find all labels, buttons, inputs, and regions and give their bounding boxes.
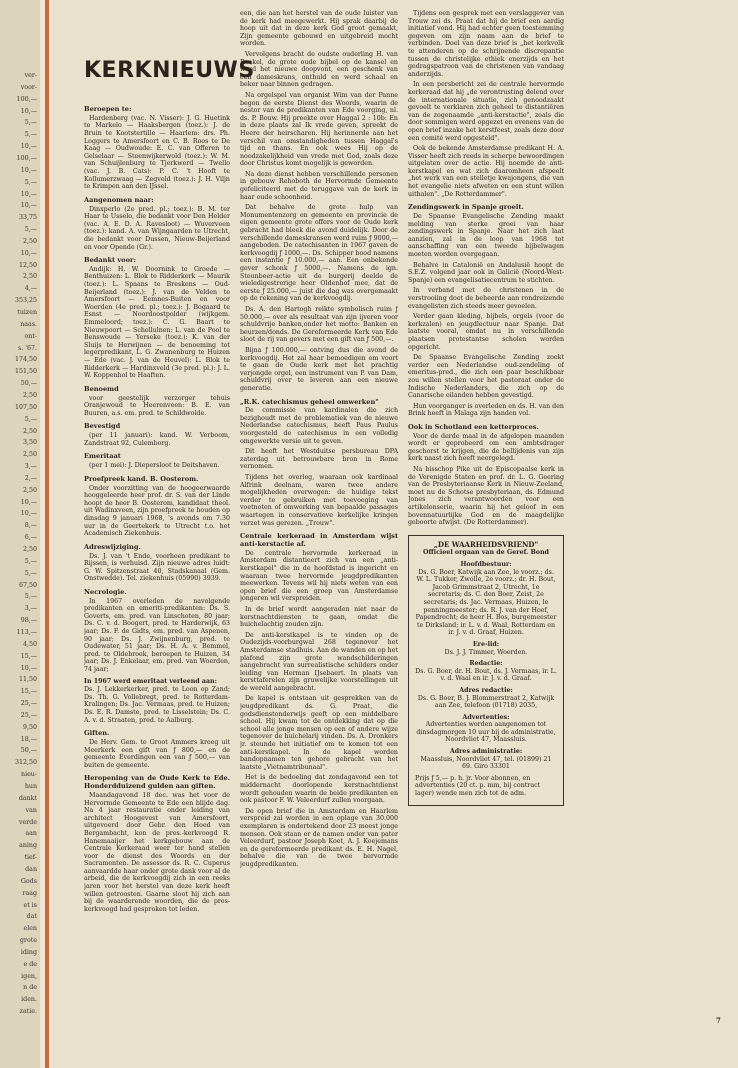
strip-fragment: 18,— (20, 735, 37, 743)
previous-page-strip (0, 0, 40, 1068)
text-giften: De Herv. Gem. te Groot Ammers kreeg uit Meerkerk een gift van ƒ 800,— en de gemeente Everdingen een van ƒ 500,— van buiten de gemeente. (84, 738, 230, 769)
strip-fragment: 50,— (20, 380, 37, 388)
strip-fragment: 25,— (20, 700, 37, 708)
strip-fragment: 2,50 (22, 237, 37, 245)
strip-fragment: 15,— (20, 688, 37, 696)
strip-fragment: naas. (20, 320, 37, 328)
heading-bevestigd: Bevestigd (84, 422, 121, 431)
text-anti-kerst-1: Tijdens een gesprek met een verslaggever van Trouw zei ds. Praat dat hij de brief een aardig initiatief vond. Hij had echter geen toestemming gegeven om zijn naam aan de brief te verbinden. Doel van deze brief is „het kerkvolk te attenderen op de schrijnende discrepantie tussen de christelijke ethiek enerzijds en het gedragspatroon van de christenen van vandaag anderzijds. (408, 10, 564, 78)
strip-fragment: tuizen (17, 309, 37, 316)
strip-fragment: 4,— (24, 285, 37, 293)
strip-fragment: 2,50 (22, 451, 37, 459)
strip-fragment: 113,— (16, 628, 37, 636)
heading-zending-spanje: Zendingswerk in Spanje groeit. (408, 203, 524, 212)
heading-heropening: Heropening van de Oude Kerk te Ede. Honderdduizend gulden aan giften. (84, 774, 230, 791)
strip-fragment: 3,— (24, 605, 37, 613)
heading-administratie: Adres administratie: (449, 748, 523, 756)
strip-fragment: 353,25 (14, 297, 37, 305)
heading-benoemd: Benoemd (84, 384, 119, 393)
text-centrale-1: De centrale hervormde kerkeraad in Amsterdam distantieert zich van een „anti-kerstkapel" die in de hoofdstad is ingericht en waaraan twee hervormde jeugdpredikanten meewerken. Tevens wil hij niets weten van een open brief die een groep van Amsterdamse jongeren wil verspreiden. (240, 549, 398, 603)
text-advertenties: Advertenties worden aangenomen tot dinsdagmorgen 10 uur bij de administratie, Noordvliet 47, Maassluis. (416, 721, 556, 744)
text-ede-1: een, die aan het herstel van de oude luister van de kerk had meegewerkt. Hij sprak daarbij de hoop uit dat in deze kerk God groot gemaakt, Zijn gemeente gebouwd en uitgebreid mocht worden. (240, 10, 398, 48)
binding-edge (45, 0, 49, 1068)
strip-fragment: zatie. (19, 1008, 37, 1016)
strip-fragment: 10,— (20, 202, 37, 210)
strip-fragment: e de (23, 960, 37, 968)
strip-fragment: 100,— (16, 154, 37, 162)
strip-fragment: 50,— (20, 747, 37, 755)
text-centrale-5: Het is de bedoeling dat zondagavond een tot middernacht doorlopende kerstnachtdienst wordt gehouden waarin de beide predikanten en ook pastoor F. W. Veleerdurf zullen voorgaan. (240, 774, 398, 805)
column-2 (240, 10, 398, 1010)
text-centrale-4: De kapel is ontstaan uit gesprekken van de jeugdpredikant ds. G. Praat, die godsdienstonderwijs geeft op een middelbare school. Hij kwam tot de ontdekking dat op die school alle jonge mensen op een of andere wijze tegenover de huichelarij vinden. Ds. A. Dronkers jr. steunde het initiatief om te komen tot een anti-kerstkapel. In de kapel worden bandopnamen ten gehore gebracht van het laatste „Vietnamtribunaal". (240, 695, 398, 771)
colophon-box (408, 535, 564, 806)
strip-fragment: 98,— (20, 617, 37, 625)
text-administratie: Maassluis, Noordvliet 47, tel. (01899) 21 69. Giro 33301 (420, 755, 552, 771)
strip-fragment: n de (23, 984, 37, 992)
text-zending-3: In verband met de christenen in de verstrooiing doet de beheerde aan rondreizende evangelisten zich steeds meer gevoelen. (408, 287, 564, 310)
strip-fragment: 5,— (24, 226, 37, 234)
strip-fragment: 10,— (20, 664, 37, 672)
text-zending-6: Hun voorganger is overleden en ds. H. van den Brink heeft in Malaga zijn handen vol. (408, 402, 564, 418)
strip-fragment: 2,50 (22, 391, 37, 399)
strip-fragment: 151,50 (14, 368, 37, 376)
strip-fragment: 10,— (20, 107, 37, 115)
text-bevestigd: (per 11 januari): kand. W. Verboom, Zandstraat 92, Culemborg. (84, 432, 230, 447)
text-anti-kerst-3: Ook de bekende Amsterdamse predikant H. A. Visser heeft zich reeds in scherpe bewoordingen uitgelaten over de actie. Hij noemde de anti-kerstkapel en wat zich daaromheen afspeelt „het werk van een stelletje kwajongens, die van het evangelie niets afweten en een stunt willen uithalen". „De Rotterdammer". (408, 145, 564, 198)
strip-fragment: 15,— (20, 652, 37, 660)
strip-fragment: verde (18, 818, 37, 826)
heading-redactie: Redactie: (469, 660, 503, 668)
heading-rk-catechismus: „R.K. catechismus geheel omwerken" (240, 397, 379, 406)
strip-fragment: 67,50 (18, 581, 37, 589)
strip-fragment: ver- (24, 72, 37, 79)
strip-fragment: 2,50 (22, 486, 37, 494)
heading-bedankt: Bedankt voor: (84, 256, 136, 265)
strip-fragment: 100,— (16, 95, 37, 103)
text-prijs: Prijs ƒ 5,— p. h. jr. Voor abonnen, en advertenties (20 ct. p. mm, bij contract lager) wende men zich tot de adm. (415, 774, 541, 798)
strip-fragment: dan (25, 865, 37, 873)
strip-fragment: dankt (18, 794, 37, 802)
strip-fragment: igen, (21, 972, 37, 980)
strip-fragment: iden. (21, 996, 37, 1004)
strip-fragment: 10,— (20, 143, 37, 151)
heading-erelid: Ere-lid: (472, 640, 500, 648)
heading-advertenties: Advertenties: (462, 713, 510, 721)
text-emeritaat-1967: Ds. J. Lekkerkerker, pred. te Loon op Zand; Ds. Th. G. Vollebregt, pred. te Rotterdam-Kralingen; Ds. Jac. Vermaas, pred. te Huizen; Ds. E. R. Damste, pred. te Lisselstein; Ds. C. A. v. d. Straaten, pred. te Aalburg. (84, 686, 230, 724)
text-zending-4: Verder gaan kleding, bijbels, orgels (voor de kerkzalen) en jeugdlectuur naar Spanje. Dat laatste vooral, omdat nu in verschillende plaatsen protestantse scholen worden opgericht. (408, 313, 564, 351)
strip-fragment: 25,— (20, 711, 37, 719)
text-benoemd: voor geestelijk verzorger tehuis Oranjewoud te Heerenveen: B. E. van Buuren, a.s. em. pred. te Schildwolde. (84, 394, 230, 417)
colophon-title: „DE WAARHEIDSVRIEND" (433, 539, 539, 549)
strip-fragment: 5,— (24, 557, 37, 565)
column-3 (408, 10, 564, 1010)
strip-fragment: 5,— (24, 415, 37, 423)
heading-necrologie: Necrologie. (84, 587, 127, 596)
strip-fragment: 11,50 (18, 676, 37, 684)
heading-centrale-kerkeraad: Centrale kerkeraad in Amsterdam wijst anti-kerstactie af. (240, 532, 398, 548)
strip-fragment: 2,50 (22, 273, 37, 281)
strip-fragment: Gods (20, 877, 37, 885)
strip-fragment: van (25, 806, 37, 814)
strip-fragment: 12,50 (18, 261, 37, 269)
strip-fragment: elen (23, 925, 37, 933)
column-1 (84, 100, 230, 1068)
text-schotland-2: Na bisschop Pike uit de Episcopaalse kerk in de Verenigde Staten en prof. dr. L. G. Geering van de Presbyteriaanse Kerk in Nieuw-Zeeland, moet nu de Schotse presbyteriaan, ds. Edmund Jones zich verantwoorden voor een artikelenserie, waarin hij het geloof in een bovennatuurlijke God en de maagdelijke geboorte afwijst. (De Rotterdammer). (408, 466, 564, 527)
text-zending-5: De Spaanse Evangelische Zending zoekt verder een Nederlandse oud-zendeling of emeritus-pred., die zich een paar beschikbaar zou willen stellen voor het pastoraat onder de Indische Nederlanders, die zich op de Canarische eilanden hebben gevestigd. (408, 354, 564, 400)
strip-fragment: 2,50 (22, 427, 37, 435)
text-proefpreek: Onder voorzitting van de hoogeerwaarde hooggeleerde heer prof. dr. S. van der Linde hoopt de heer B. Oosterom, kandidaat theol. uit Wadinxveen, zijn proefpreek te houden op dinsdag 9 januari 1968, 's avonds om 7.30 uur in de Geertekerk te Utrecht t.o. het Academisch Ziekenhuis. (84, 484, 230, 538)
strip-fragment: 2,50 (22, 546, 37, 553)
colophon-subtitle: Officieel orgaan van de Geref. Bond (423, 549, 549, 557)
strip-fragment: 10,— (20, 249, 37, 257)
strip-fragment: 10,— (20, 190, 37, 198)
strip-fragment: 33,75 (18, 214, 37, 222)
strip-fragment: aan (25, 830, 37, 838)
strip-fragment: dat (26, 913, 37, 921)
text-adres-redactie: Ds. G. Boer, B. J. Blommerstraat 2, Katwijk aan Zee, telefoon (01718) 2035, (417, 694, 555, 710)
strip-fragment: grote (19, 937, 37, 945)
heading-adreswijziging: Adreswijziging. (84, 542, 141, 551)
strip-fragment: 3,50 (22, 439, 37, 447)
text-zending-2: Behalve in Catalonië en Andalusië hoopt de S.E.Z. volgend jaar ook in Galicië (Noord-West-Spanje) een evangelisatiecentrum te stichten. (408, 261, 564, 284)
strip-fragment: 8,— (24, 522, 37, 530)
text-bedankt: Andijk: H. W. Doornink te Groede — Benthuizen: L. Blok te Ridderkerk — Maurik (toez.): L. Spaans te Breskens — Oud-Beijerland (toez.): J. van de Velden te Amersfoort — Eemnes-Buiten en voor Woerden (4e pred. pl.; toez.): J. Bogaard te Esnst — Noordoostpolder (wijkgem. Emmeloord; toez.): C. G. Baart te Nieuwpoort — Schellulnen: L. van de Pool te Benswoude — Yerseke (toez.): K. van der Sluijs te Herwijnen — de benoeming tot legerpredikant, L. G. Zwanenburg te Huizen — Ede (vac. J. van de Heuvel): L. Blok te Ridderkerk — Hardinxveld (3e pred. pl.): J. L. W. Koppenhol te Haaften. (84, 265, 230, 380)
strip-fragment: 5,— (24, 131, 37, 139)
strip-fragment: 2,— (24, 474, 37, 482)
strip-fragment: 10,— (20, 166, 37, 174)
text-heropening: Maandagavond 18 dec. was het voor de Hervormde Gemeente te Ede een blijde dag. Na 4 jaar restauratie onder leiding van architect Hoogevest van Amersfoort, uitgevoerd door Gebr. den Hoed van Bergambacht, kon de pres.-kerkvoogd R. Hanemaaijer het kerkgebouw aan de Centrale Kerkeraad weer ter hand stellen voor de dienst des Woords en der Sacramenten. De assessor ds. R. C. Cuperus aanvaardde haar onder grote dank voor al de arbeid, die de kerkvoogdij zich in een reeks jaren voor het herstel van deze kerk heeft willen getroosten. Gaarne sloot hij zich aan bij de waarderende woorden, die de pres-kerkvoogd had gesproken tot leden. (84, 791, 230, 913)
text-centrale-6: De open brief die in Amsterdam en Haarlem verspreid zal worden in een oplage van 30.000 exemplaren is ondertekend door 23 meest jonge mensen. Ook staan er de namen onder van pater Veleerdurf, pastoor Joseph Koet, A. J. Koejemans en de gereformeerde predikant ds. E. H. Nagel, behalve die van de twee hervormde jeugdpredikanten. (240, 807, 398, 868)
text-zending-1: De Spaanse Evangelische Zending maakt melding van sterke groei van haar zendingswerk in Spanje. Naar het zich laat aanzien, zal in de loop van 1968 tot aanschaffing van een tweede bijbelwagen moeten worden overgegaan. (408, 213, 564, 259)
text-aangenomen: Dinxperlo (2e pred. pl.; toez.): B. M. ter Haar te Usselo, die bedankt voor Den Helder (vac. A. E. D. A. Ravesloot) — Wuverveen (toez.): kand. A. van Wijngaarden te Utrecht, die bedankt voor Dussen, Nieuw-Beijerland en voor Opende (Gr.). (84, 205, 230, 251)
text-adreswijziging: Ds. J. van 't Ende, voorheen predikant te Rijssen, is verhuisd. Zijn nieuwe adres luidt: G. W. Spitzenstraat 40, Stadskanaal (Gem. Onstwedde). Tel. ziekenhuis (05990) 3939. (84, 552, 230, 583)
strip-fragment: s. '67. (18, 344, 37, 352)
strip-fragment: nieu- (21, 771, 37, 779)
heading-aangenomen: Aangenomen naar: (84, 195, 154, 204)
strip-fragment: aning (19, 842, 37, 850)
text-rk-3: Tijdens het overleg, waaraan ook kardinaal Alfrink deelnam, waren twee andere mogelijkheden overwogen: de huidige tekst verder te gebruiken met toevoeging van voetnoten of omwerking van bepaalde passages waartegen in conservatieve kerkelijke kringen verzet was gerezen. „Trouw". (240, 474, 398, 527)
text-emeritaat: (per 1 mei): J. Diepersloot te Deitshaven. (89, 462, 220, 470)
text-ede-7: Bijna ƒ 100.000,— ontving dus die avond de kerkvoogdij. Het zal haar bemoedigen om voort te gaan de Oude kerk met het prachtig verjongde orgel, een instrument van P. van Dam, schuldvrij over te leveren aan een nieuwe generatie. (240, 346, 398, 392)
heading-schotland: Ook in Schotland een ketterproces. (408, 422, 539, 431)
strip-fragment: 10,— (20, 510, 37, 518)
strip-fragment: hun (24, 783, 37, 790)
text-ede-5: Dat behalve de grote hulp van Monumentenzorg en gemeente en provincie de eigen gemeente grote offers voor de Oude kerk gebracht had bleek die avond duidelijk. Door de verschillende dameskransen werd ruim ƒ 9000,— aangeboden. De catechisanten in 1967 gaven de kerkvoogdij ƒ 1000,—. Ds. Schipper bood namens een instantie ƒ 10.000,— aan. Een onbekende gever schonk ƒ 5000,—. Namens de ign. Steunbeer-actie uit de burgerij deelde de wieledigestrerige heer Oldenhof mee, dat de eerste ƒ 25.000,— juist die dag was overgemaakt op de rekening van de kerkvoogdij. (240, 204, 398, 303)
text-redactie: Ds. G. Boer, dr. H. Bout, ds. J. Vermaas, ir. L. v. d. Waal en ir. J. v. d. Graaf. (415, 667, 557, 683)
text-anti-kerst-2: In een persbericht zei de centrale hervormde kerkeraad dat hij „de verontrusting delend over de internationale situatie, zich genoodzaakt gevoelt te verklaren zich geheel te distantiëren van de zogenaamde „anti-kerstactie", zoals die door sommigen werd opgezet en evenens van de open brief inzake het kerstfeest, zoals deze door een comité werd opgesteld". (408, 81, 564, 142)
heading-proefpreek: Proefpreek kand. B. Oosterom. (84, 474, 199, 483)
text-centrale-2: In de brief wordt aangeraden niet naar de kerstnachtdiensten te gaan, omdat die huichelachtig zouden zijn. (240, 605, 398, 629)
strip-fragment: 10,— (20, 498, 37, 506)
text-centrale-3: De anti-kerstkapel is te vinden op de Oudezijds-voorburgwal 268 tegenover het Amsterdamse stadhuis. Aan de wanden en op het plafond zijn grote wandschilderingen aangebracht van surrealistische schilders onder leiding van Herman IJsebaert. In plaats van kersttaferelen zijn gruwelijke voorstellingen uit de wereld aangebracht. (240, 631, 398, 692)
strip-fragment: voor- (20, 83, 37, 91)
text-schotland-1: Voor de derde maal in de afgelopen maanden wordt er geprobeerd om een ambtsdrager geschorst te krijgen, die de bellijdenis van zijn kerk naast zich heeft neergelegd. (408, 432, 564, 463)
strip-fragment: 6,— (24, 534, 37, 542)
strip-fragment: ont- (24, 332, 37, 340)
page-number: 7 (716, 1016, 721, 1025)
strip-fragment: 5,— (24, 119, 37, 127)
strip-fragment: 5,— (24, 178, 37, 186)
strip-fragment: raag (22, 889, 37, 897)
strip-fragment: tief- (24, 854, 37, 862)
text-erelid: Ds. J. J. Timmer, Woerden. (444, 648, 528, 656)
heading-hoofdbestuur: Hoofdbestuur: (460, 561, 512, 568)
strip-fragment: 312,50 (14, 759, 37, 767)
strip-fragment: et is (23, 901, 37, 909)
text-rk-1: De commissie van kardinalen die zich bezighoudt met de problematiek van de nieuwe Nederlandse catechismus, heeft Paus Paulus voorgesteld de catechismus in een volledig omgewerkte versie uit te geven. (240, 407, 398, 445)
strip-fragment: 5,— (24, 593, 37, 601)
text-hoofdbestuur: Ds. G. Boer, Katwijk aan Zee, le voorz.; ds. W. L. Tukker, Zwolle, 2e voorz.; dr. H. Bout, Jacob Grimmstraat 2, Utrecht, 1e secretaris; ds. C. den Boer, Zeist, 2e secretaris; ds. Jac. Vermaas, Huizen, le penningmeester; ds. R. J. van der Hoef, Papendrecht; de heer H. Bos, burgemeester te Dirksland; ir. L. v. d. Waal, Rotterdam en ir. J. v. d. Graaf, Huizen. (415, 568, 557, 637)
text-ede-4: Na deze dienst hebben verschillende personen in gebouw Rehoboth de Hervormde Gemeente gefeliciteerd met de teruggave van de kerk in haar oude schoonheid. (240, 170, 398, 201)
strip-fragment: 4,50 (22, 640, 37, 648)
strip-fragment: 107,50 (14, 403, 37, 411)
heading-emeritaat: Emeritaat (84, 452, 121, 461)
strip-fragment: 3,— (24, 463, 37, 471)
heading-emeritaat-1967: In 1967 werd emeritaat verleend aan: (84, 677, 217, 685)
text-ede-3: Na orgelspel van organist Wim van der Panne begon de eerste Dienst des Woords, waarin de nestor van de predikanten van Ede voorging, nl. ds. P. Bouw. Hij preekte over Haggaï 2 : 10b: En in deze plaats zal Ik vrede geven, spreekt de Heere der heirscharen. Hij herinnerde aan het verschil van omstandigheden tussen Haggaï's tijd en thans. En ook wees Hij op de noodzakelijkheid van vrede met God, zoals deze door Christus komt mogelijk is geworden. (240, 91, 398, 168)
strip-fragment: iding (20, 948, 37, 956)
heading-beroepen: Beroepen te: (84, 105, 132, 113)
text-ede-2: Vervolgens bracht de oudste ouderling H. van Roekel, de grote oude bijbel op de kansel en werd het nieuwe doopvont, een geschenk van een dameskrans, onthuld en werd schaal en beker naar binnen gedragen. (240, 50, 398, 89)
strip-fragment: 5,— (24, 569, 37, 577)
heading-adres-redactie: Adres redactie: (459, 686, 513, 694)
strip-fragment: 174,50 (14, 356, 37, 364)
section-title: KERKNIEUWS (84, 58, 255, 83)
text-beroepen: Hardenberg (vac. N. Visser): J. G. Huetink te Markelo — Haaksbergen (toez.): J. de Bruin te Kootstertille — Haarlem: drs. Ph. Loggers te Amersfoort en C. B. Roos te De Kaag — Oudwoude: E. C. van Offeren te Gelselaar — Steenwijkerwold (toez.): W. M. van Schuijlenburg te Tjerkwerd — Twello (vac. J. B. Cats): P. C. 't Hooft te Kollumerzwaag — Zegveld (toez.): J. H. Viljn te Krimpen aan den IJssel. (84, 114, 230, 191)
strip-fragment: 9,50 (22, 723, 37, 731)
heading-giften: Giften. (84, 729, 110, 738)
text-necrologie: In 1967 overleden de navolgende predikanten en emeriti-predikanten: Ds. S. Goverts, em. pred. van Linschoten, 80 jaar; Ds. C. v. d. Boogert, pred. te Harderwijk, 63 jaar; Ds. F. de Gidts, em. pred. van Aspenen, 90 jaar; Ds. J. Zwijnenburg, pred. te Oudewater, 51 jaar; Ds. H. A. v. Bemmel, pred. te Oldebroek, beroepen te Huizen, 34 jaar; Ds. J. Enkelaar, em. pred. van Woerden, 74 jaar; (84, 597, 230, 674)
text-rk-2: Dit heeft het Westduitse persbureau DPA zaterdag uit betrouwbare bron in Rome vernomen. (240, 448, 398, 471)
text-ede-6: Ds. A. den Hartogh reikte symbolisch ruim ƒ 50.000,— over als resultaat van zijn ijveren voor schuldvrije banken,onder het motto: Banken en beurzen/donds. De Gereformeerde Kerk van Ede sloot de rij van gevers met een gift van ƒ 500,—. (240, 305, 398, 344)
